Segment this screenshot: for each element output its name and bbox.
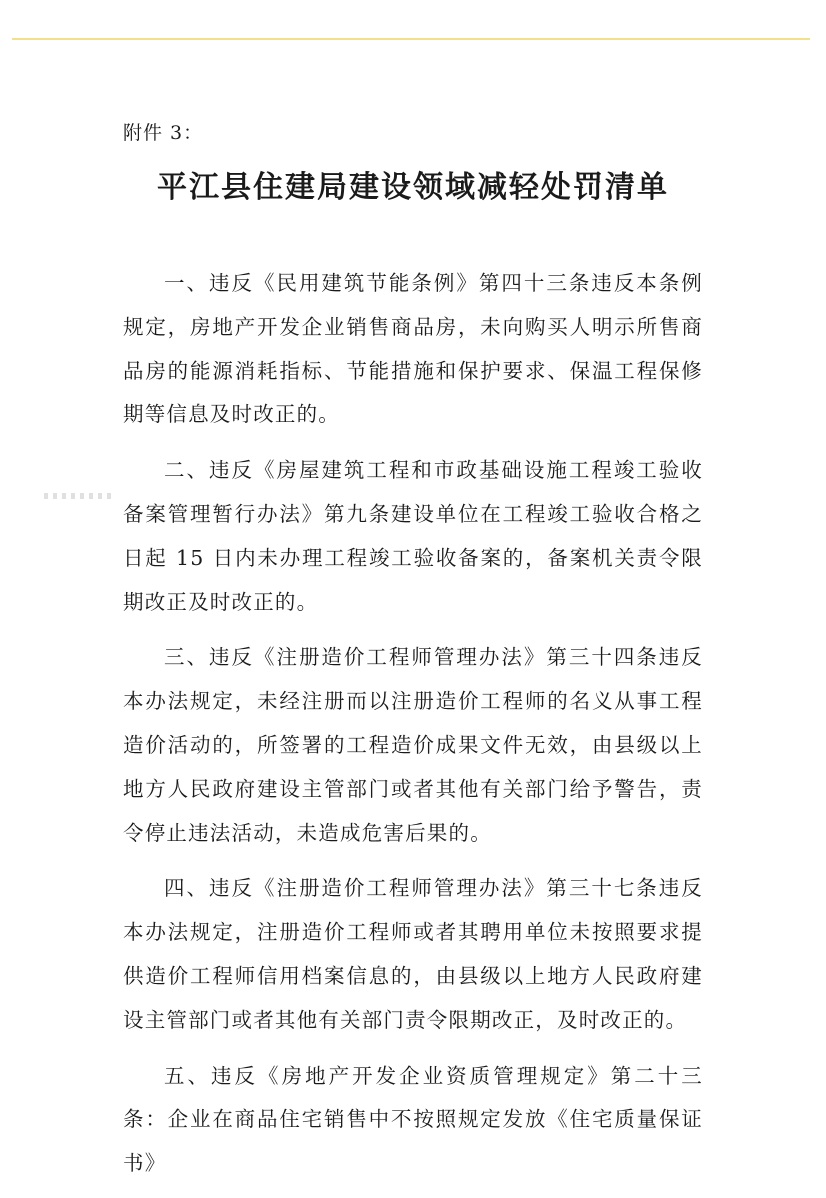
- document-body: [123, 262, 703, 1198]
- header-rule: [12, 38, 810, 40]
- paragraph-item-4: 四、违反《注册造价工程师管理办法》第三十七条违反本办法规定，注册造价工程师或者其聘用单位未按照要求提供造价工程师信用档案信息的，由县级以上地方人民政府建设主管部门或者其他有关部门责令限期改正，及时改正的。: [123, 876, 703, 1032]
- attachment-label: 附件 3：: [123, 122, 204, 144]
- paragraph-item-5: 五、违反《房地产开发企业资质管理规定》第二十三条：企业在商品住宅销售中不按照规定发放《住宅质量保证书》: [123, 1063, 703, 1176]
- document-title: 平江县住建局建设领域减轻处罚清单: [157, 170, 669, 205]
- paragraph-item-1: 一、违反《民用建筑节能条例》第四十三条违反本条例规定，房地产开发企业销售商品房，未向购买人明示所售商品房的能源消耗指标、节能措施和保护要求、保温工程保修期等信息及时改正的。: [123, 271, 703, 427]
- scan-artifact: [44, 493, 114, 499]
- paragraph-item-2: 二、违反《房屋建筑工程和市政基础设施工程竣工验收备案管理暂行办法》第九条建设单位在工程竣工验收合格之日起 15 日内未办理工程竣工验收备案的，备案机关责令限期改正及时改正的。: [123, 458, 703, 614]
- paragraph-item-3: 三、违反《注册造价工程师管理办法》第三十四条违反本办法规定，未经注册而以注册造价工程师的名义从事工程造价活动的，所签署的工程造价成果文件无效，由县级以上地方人民政府建设主管部门或者其他有关部门给予警告，责令停止违法活动，未造成危害后果的。: [123, 645, 703, 845]
